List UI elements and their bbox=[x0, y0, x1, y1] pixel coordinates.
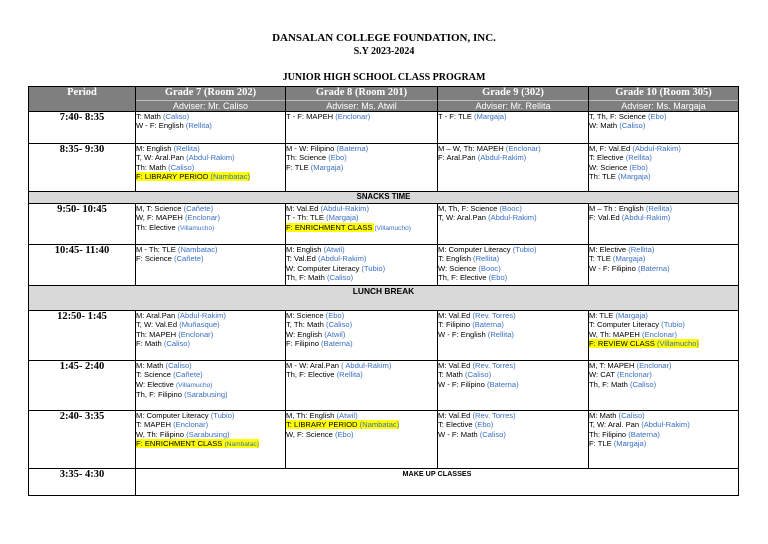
subject-entry: T, W: Aral. Pan (Abdul-Rakim) bbox=[589, 420, 690, 430]
subject-entry: T: Elective (Ebo) bbox=[438, 420, 494, 430]
subject-entry: Th: Science (Ebo) bbox=[286, 153, 347, 163]
grade-7-cell bbox=[136, 144, 286, 192]
grade-10-cell bbox=[589, 411, 739, 469]
table-row bbox=[29, 144, 739, 192]
subject-entry: T, Th, F: Science (Ebo) bbox=[589, 112, 667, 121]
table-row bbox=[29, 112, 739, 144]
table-row bbox=[29, 411, 739, 469]
class-program-table bbox=[28, 86, 739, 496]
subject-entry: W: Computer Literacy (Tubio) bbox=[286, 263, 386, 273]
table-row bbox=[29, 469, 739, 496]
subject-entry: W - F: English (Rellita) bbox=[136, 121, 212, 131]
subject-entry: T - Th: TLE (Margaja) bbox=[286, 213, 359, 223]
subject-entry: M - W: Aral.Pan ( Abdul-Rakim) bbox=[286, 361, 392, 370]
grade-9-cell bbox=[438, 112, 589, 144]
lunch-break-label: LUNCH BREAK bbox=[29, 286, 739, 311]
subject-entry: W: Elective (Villamucho) bbox=[136, 379, 213, 389]
subject-entry: M: Elective (Rellita) bbox=[589, 245, 655, 254]
subject-entry: T: Filipino (Baterna) bbox=[438, 320, 504, 330]
subject-entry: Th, F: Math (Caliso) bbox=[286, 273, 354, 283]
subject-entry: T: Math (Caliso) bbox=[136, 112, 190, 121]
subject-entry: W: English (Atwil) bbox=[286, 329, 346, 339]
subject-entry: M, F: Val.Ed (Abdul-Rakim) bbox=[589, 144, 681, 153]
subject-entry: F: Val.Ed (Abdul-Rakim) bbox=[589, 213, 671, 223]
subject-entry: M, T: MAPEH (Enclonar) bbox=[589, 361, 672, 370]
subject-entry: Th: TLE (Margaja) bbox=[589, 172, 651, 182]
subject-entry: Th: MAPEH (Enclonar) bbox=[136, 329, 214, 339]
adviser-grade-9: Adviser: Mr. Rellita bbox=[438, 100, 588, 111]
grade-8-cell bbox=[286, 411, 438, 469]
period-cell: 8:35- 9:30 bbox=[29, 144, 136, 192]
grade-8-cell bbox=[286, 245, 438, 286]
subject-entry: M, Th: English (Atwil) bbox=[286, 411, 358, 420]
subject-entry: M: English (Rellita) bbox=[136, 144, 200, 153]
grade-8-cell bbox=[286, 311, 438, 361]
subject-entry: W - F: Math (Caliso) bbox=[438, 429, 506, 439]
subject-entry: F: Math (Caliso) bbox=[136, 339, 191, 349]
header-grade-7: Grade 7 (Room 202) Adviser: Mr. Caliso bbox=[136, 87, 286, 112]
grade-9-cell bbox=[438, 361, 589, 411]
subject-entry bbox=[286, 420, 437, 429]
subject-entry: T: MAPEH (Enclonar) bbox=[136, 420, 209, 430]
subject-entry: M – W, Th: MAPEH (Enclonar) bbox=[438, 144, 541, 153]
period-cell: 7:40- 8:35 bbox=[29, 112, 136, 144]
subject-entry: Th, F: Math (Caliso) bbox=[589, 379, 657, 389]
grade-7-cell bbox=[136, 311, 286, 361]
subject-entry bbox=[589, 339, 738, 348]
subject-entry: Th: Math (Caliso) bbox=[136, 162, 195, 172]
grade-8-cell bbox=[286, 361, 438, 411]
subject-entry: T: TLE (Margaja) bbox=[589, 254, 646, 264]
grade-7-cell bbox=[136, 411, 286, 469]
table-header-row bbox=[29, 87, 739, 112]
subject-entry: W - F: Filipino (Baterna) bbox=[438, 379, 519, 389]
subject-entry: W, Th: MAPEH (Enclonar) bbox=[589, 329, 678, 339]
subject-entry: T: Math (Caliso) bbox=[438, 370, 492, 380]
header-grade-9: Grade 9 (302) Adviser: Mr. Rellita bbox=[438, 87, 589, 112]
subject-entry: W: Science (Booc) bbox=[438, 263, 501, 273]
subject-entry: T, W: Val.Ed (Muñasque) bbox=[136, 320, 220, 330]
subject-entry: M: Computer Literacy (Tubio) bbox=[136, 411, 235, 420]
grade-7-cell bbox=[136, 204, 286, 245]
subject-entry: M: TLE (Margaja) bbox=[589, 311, 648, 320]
subject-entry: M, Th, F: Science (Booc) bbox=[438, 204, 522, 213]
subject-entry: M: Math (Caliso) bbox=[589, 411, 645, 420]
grade-7-cell bbox=[136, 361, 286, 411]
subject-entry: F: TLE (Margaja) bbox=[286, 162, 344, 172]
subject-entry: M: Val.Ed (Rev. Torres) bbox=[438, 411, 516, 420]
snacks-time-label: SNACKS TIME bbox=[29, 192, 739, 204]
subject-entry: F: Aral.Pan (Abdul-Rakim) bbox=[438, 153, 527, 163]
subject-entry: W, Th: Filipino (Sarabusing) bbox=[136, 429, 230, 439]
subject-entry: W - F: English (Rellita) bbox=[438, 329, 514, 339]
subject-entry: M: Val.Ed (Rev. Torres) bbox=[438, 311, 516, 320]
grade-10-cell bbox=[589, 245, 739, 286]
subject-entry: T - F: MAPEH (Enclonar) bbox=[286, 112, 371, 121]
period-cell: 1:45- 2:40 bbox=[29, 361, 136, 411]
subject-entry: W, F: MAPEH (Enclonar) bbox=[136, 213, 220, 223]
period-cell: 12:50- 1:45 bbox=[29, 311, 136, 361]
subject-entry: W: CAT (Enclonar) bbox=[589, 370, 652, 380]
subject-entry: M: Science (Ebo) bbox=[286, 311, 345, 320]
header-period: Period bbox=[29, 87, 136, 112]
adviser-grade-8: Adviser: Ms. Atwil bbox=[286, 100, 437, 111]
subject-entry: M: Math (Caliso) bbox=[136, 361, 192, 370]
period-cell: 2:40- 3:35 bbox=[29, 411, 136, 469]
subject-entry: T: Science (Cañete) bbox=[136, 370, 203, 380]
grade-10-cell bbox=[589, 112, 739, 144]
header-grade-10: Grade 10 (Room 305) Adviser: Ms. Margaja bbox=[589, 87, 739, 112]
table-row bbox=[29, 245, 739, 286]
lunch-row bbox=[29, 286, 739, 311]
subject-entry: Th, F: Elective (Rellita) bbox=[286, 370, 363, 380]
period-cell: 9:50- 10:45 bbox=[29, 204, 136, 245]
grade-8-cell bbox=[286, 204, 438, 245]
period-cell: 3:35- 4:30 bbox=[29, 469, 136, 496]
subject-entry: Th, F: Filipino (Sarabusing) bbox=[136, 390, 228, 400]
subject-entry: F: TLE (Margaja) bbox=[589, 439, 647, 449]
adviser-grade-7: Adviser: Mr. Caliso bbox=[136, 100, 285, 111]
subject-entry: Th: Filipino (Baterna) bbox=[589, 429, 660, 439]
highlighted-entry: T: LIBRARY PERIOD (Nambatac) bbox=[286, 420, 400, 430]
subject-entry: T - F: TLE (Margaja) bbox=[438, 112, 507, 121]
table-row bbox=[29, 204, 739, 245]
school-name: DANSALAN COLLEGE FOUNDATION, INC. bbox=[272, 32, 496, 44]
subject-entry: Th, F: Elective (Ebo) bbox=[438, 273, 508, 283]
subject-entry: T, W: Aral.Pan (Abdul-Rakim) bbox=[136, 153, 235, 163]
grade-7-cell bbox=[136, 245, 286, 286]
grade-8-cell bbox=[286, 144, 438, 192]
subject-entry: T: Elective (Rellita) bbox=[589, 153, 652, 163]
subject-entry: M, T: Science (Cañete) bbox=[136, 204, 214, 213]
period-cell: 10:45- 11:40 bbox=[29, 245, 136, 286]
subject-entry: T, Th: Math (Caliso) bbox=[286, 320, 353, 330]
subject-entry: T, W: Aral.Pan (Abdul-Rakim) bbox=[438, 213, 537, 223]
subject-entry: M – Th : English (Rellita) bbox=[589, 204, 673, 213]
subject-entry: F: Filipino (Baterna) bbox=[286, 339, 353, 349]
grade-9-cell bbox=[438, 204, 589, 245]
grade-7-cell bbox=[136, 112, 286, 144]
highlighted-entry: F: ENRICHMENT CLASS (Nambatac) bbox=[136, 439, 259, 449]
subject-entry: M - Th: TLE (Nambatac) bbox=[136, 245, 218, 254]
header-grade-8: Grade 8 (Room 201) Adviser: Ms. Atwil bbox=[286, 87, 438, 112]
make-up-classes-label: MAKE UP CLASSES bbox=[136, 469, 739, 496]
subject-entry: W: Math (Caliso) bbox=[589, 121, 646, 131]
subject-entry: T: Computer Literacy (Tubio) bbox=[589, 320, 685, 330]
adviser-grade-10: Adviser: Ms. Margaja bbox=[589, 100, 738, 111]
subject-entry: F: ENRICHMENT CLASS (Villamucho) bbox=[286, 222, 411, 232]
subject-entry: M: Computer Literacy (Tubio) bbox=[438, 245, 537, 254]
grade-9-cell bbox=[438, 411, 589, 469]
subject-entry: T: English (Rellita) bbox=[438, 254, 500, 264]
grade-9-cell bbox=[438, 245, 589, 286]
highlighted-entry: F: LIBRARY PERIOD (Nambatac) bbox=[136, 172, 251, 182]
subject-entry bbox=[136, 439, 285, 449]
highlighted-entry: F: REVIEW CLASS (Villamucho) bbox=[589, 339, 699, 349]
subject-entry: T: Val.Ed (Abdul-Rakim) bbox=[286, 254, 367, 264]
grade-8-cell bbox=[286, 112, 438, 144]
subject-entry: M - W: Filipino (Baterna) bbox=[286, 144, 369, 153]
grade-10-cell bbox=[589, 311, 739, 361]
grade-10-cell bbox=[589, 361, 739, 411]
snacks-row bbox=[29, 192, 739, 204]
highlighted-entry: F: ENRICHMENT CLASS bbox=[286, 222, 375, 232]
subject-entry: F: Science (Cañete) bbox=[136, 254, 204, 264]
grade-10-cell bbox=[589, 144, 739, 192]
subject-entry: M: Aral.Pan (Abdul-Rakim) bbox=[136, 311, 226, 320]
subject-entry: M: English (Atwil) bbox=[286, 245, 345, 254]
subject-entry: W, F: Science (Ebo) bbox=[286, 429, 354, 439]
subject-entry bbox=[136, 172, 285, 181]
subject-entry: M: Val.Ed (Abdul-Rakim) bbox=[286, 204, 369, 213]
table-row bbox=[29, 311, 739, 361]
table-row bbox=[29, 361, 739, 411]
subject-entry: M: Val.Ed (Rev. Torres) bbox=[438, 361, 516, 370]
school-year: S.Y 2023-2024 bbox=[353, 46, 415, 57]
subject-entry: W - F: Filipino (Baterna) bbox=[589, 263, 670, 273]
program-title: JUNIOR HIGH SCHOOL CLASS PROGRAM bbox=[282, 72, 486, 83]
grade-9-cell bbox=[438, 311, 589, 361]
grade-10-cell bbox=[589, 204, 739, 245]
grade-9-cell bbox=[438, 144, 589, 192]
subject-entry: Th: Elective (Villamucho) bbox=[136, 222, 215, 232]
subject-entry: W: Science (Ebo) bbox=[589, 162, 648, 172]
